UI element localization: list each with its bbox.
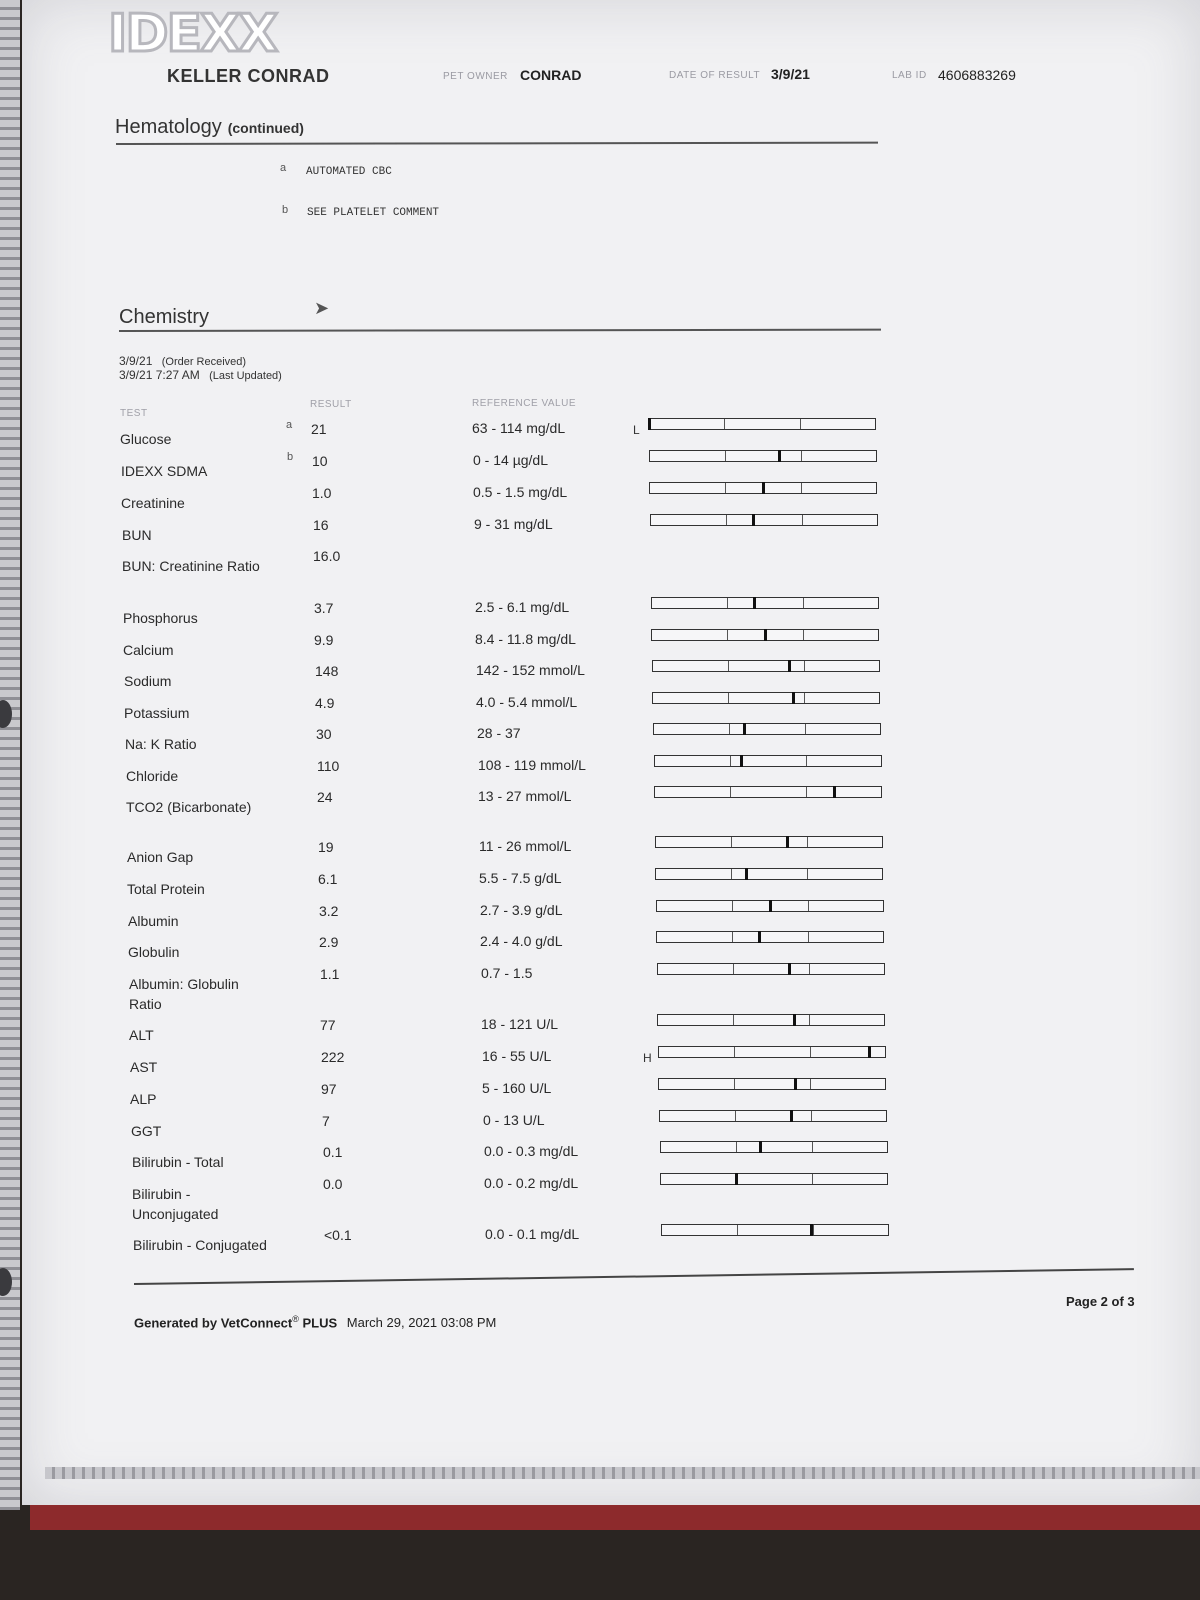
range-bar-divider [732, 901, 733, 911]
reference-range: 142 - 152 mmol/L [476, 662, 585, 678]
result-value: 3.2 [319, 903, 339, 919]
range-bar-divider [731, 869, 732, 879]
test-name: Anion Gap [127, 849, 194, 865]
range-bar [649, 482, 877, 494]
reference-range: 2.4 - 4.0 g/dL [480, 933, 563, 949]
idexx-logo: IDEXX [108, 4, 277, 64]
result-value: 222 [321, 1049, 345, 1065]
test-name: Na: K Ratio [125, 736, 197, 752]
test-name: Albumin [128, 913, 179, 929]
reference-range: 2.5 - 6.1 mg/dL [475, 599, 570, 615]
range-bar [652, 692, 880, 704]
reference-range: 0 - 14 µg/dL [473, 452, 549, 468]
reference-range: 16 - 55 U/L [482, 1048, 552, 1064]
reference-range: 5.5 - 7.5 g/dL [479, 870, 562, 886]
range-bar-divider [810, 1079, 811, 1089]
test-name: Phosphorus [123, 610, 198, 626]
lab-id-label: LAB ID [892, 70, 927, 81]
reference-range: 5 - 160 U/L [482, 1080, 552, 1096]
range-bar-divider [811, 1111, 812, 1121]
range-bar-divider [736, 1142, 737, 1152]
registered-mark: ® [292, 1314, 299, 1324]
chemistry-title: Chemistry [119, 306, 210, 328]
range-bar-divider [737, 1225, 738, 1235]
range-bar-marker [833, 786, 836, 798]
range-bar-marker [758, 931, 761, 943]
range-bar [658, 1046, 886, 1058]
reference-range: 0.0 - 0.3 mg/dL [484, 1143, 579, 1159]
hematology-heading [115, 116, 304, 139]
test-name: Bilirubin - Total [132, 1154, 224, 1170]
last-updated [119, 368, 282, 382]
range-bar [660, 1141, 888, 1153]
received-date: 3/9/21 [119, 354, 153, 368]
range-bar-marker [790, 1110, 793, 1122]
range-bar-divider [804, 693, 805, 703]
range-bar-divider [728, 693, 729, 703]
page-number: Page 2 of 3 [1066, 1294, 1135, 1309]
range-bar-divider [730, 756, 731, 766]
result-value: 16.0 [313, 548, 341, 564]
range-bar [656, 900, 884, 912]
reference-range: 0.5 - 1.5 mg/dL [473, 484, 568, 500]
result-value: 110 [317, 758, 340, 774]
range-bar-marker [810, 1224, 813, 1236]
test-name: ALP [130, 1091, 157, 1107]
test-name: Bilirubin - Conjugated [133, 1237, 267, 1253]
result-value: 77 [320, 1017, 336, 1033]
reference-range: 108 - 119 mmol/L [478, 757, 586, 773]
range-bar-divider [804, 661, 805, 671]
test-name: Albumin: Globulin Ratio [129, 976, 239, 1012]
result-value: 97 [321, 1081, 337, 1097]
range-bar-divider [726, 515, 727, 525]
hematology-title: Hematology [115, 116, 222, 138]
range-bar-divider [808, 901, 809, 911]
range-bar-divider [803, 598, 804, 608]
result-value: 148 [315, 663, 339, 679]
result-value: <0.1 [324, 1227, 352, 1243]
result-value: 4.9 [315, 695, 335, 711]
range-bar [648, 418, 876, 430]
product-suffix: PLUS [302, 1315, 338, 1331]
reference-range: 11 - 26 mmol/L [479, 838, 572, 854]
arrow-icon: ➤ [314, 298, 330, 318]
range-bar [657, 1014, 885, 1026]
range-bar-divider [733, 964, 734, 974]
result-value: 19 [318, 839, 334, 855]
range-bar-divider [727, 598, 728, 608]
test-name: TCO2 (Bicarbonate) [126, 799, 252, 815]
date-label: DATE OF RESULT [669, 70, 761, 81]
result-value: 16 [313, 517, 329, 533]
reference-range: 0.0 - 0.1 mg/dL [485, 1226, 580, 1242]
range-bar-marker [793, 1014, 796, 1026]
reference-range: 28 - 37 [477, 725, 521, 741]
patient-name: KELLER CONRAD [167, 66, 330, 86]
range-bar-marker [769, 900, 772, 912]
range-bar-divider [734, 1047, 735, 1057]
range-bar-divider [731, 837, 732, 847]
range-bar-divider [807, 837, 808, 847]
lab-id: 4606883269 [938, 67, 1016, 83]
range-bar-marker [745, 868, 748, 880]
range-bar-divider [800, 419, 801, 429]
range-bar-marker [752, 514, 755, 526]
range-bar [649, 450, 877, 462]
range-bar-divider [730, 787, 731, 797]
updated-date: 3/9/21 7:27 AM [119, 368, 200, 382]
test-name: Calcium [123, 642, 174, 658]
range-bar-divider [806, 756, 807, 766]
result-value: 24 [317, 789, 333, 805]
col-header-reference: REFERENCE VALUE [472, 398, 577, 409]
range-bar-divider [803, 630, 804, 640]
result-value: 21 [311, 421, 327, 437]
reference-range: 8.4 - 11.8 mg/dL [475, 631, 576, 647]
range-bar [658, 1078, 886, 1090]
range-bar-marker [764, 629, 767, 641]
hematology-subtitle: (continued) [227, 120, 304, 136]
range-bar-divider [733, 1015, 734, 1025]
col-header-result: RESULT [310, 399, 352, 410]
range-bar-marker [788, 660, 791, 672]
range-bar-divider [812, 1174, 813, 1184]
range-bar [655, 868, 883, 880]
range-bar-divider [802, 515, 803, 525]
reference-range: 0.7 - 1.5 [481, 965, 533, 981]
range-bar-marker [786, 836, 789, 848]
range-bar [660, 1173, 888, 1185]
product-name: VetConnect [220, 1315, 293, 1331]
note-text: SEE PLATELET COMMENT [307, 207, 440, 219]
range-bar-divider [725, 451, 726, 461]
reference-range: 63 - 114 mg/dL [472, 420, 566, 436]
range-bar [661, 1224, 889, 1236]
test-name: Creatinine [121, 495, 185, 511]
range-bar-divider [801, 483, 802, 493]
result-value: 3.7 [314, 600, 334, 616]
test-name: BUN: Creatinine Ratio [122, 558, 260, 574]
reference-range: 4.0 - 5.4 mmol/L [476, 694, 578, 710]
range-bar-marker [762, 482, 765, 494]
result-value: 0.1 [323, 1144, 343, 1160]
range-bar-divider [728, 661, 729, 671]
result-value: 1.1 [320, 966, 340, 982]
range-bar-divider [735, 1111, 736, 1121]
reference-range: 0 - 13 U/L [483, 1112, 545, 1128]
generated-by [134, 1314, 496, 1330]
order-received [119, 354, 246, 368]
result-value: 6.1 [318, 871, 338, 887]
owner-label: PET OWNER [443, 71, 508, 82]
range-bar-divider [732, 932, 733, 942]
range-bar [654, 786, 882, 798]
reference-range: 18 - 121 U/L [481, 1016, 559, 1032]
result-note-key: b [287, 451, 294, 463]
range-bar [653, 723, 881, 735]
range-bar-marker [648, 418, 651, 430]
test-name: Sodium [124, 673, 172, 689]
test-name: IDEXX SDMA [121, 463, 208, 479]
note-key: b [282, 204, 289, 216]
range-bar-marker [778, 450, 781, 462]
range-bar-marker [868, 1046, 871, 1058]
range-bar-divider [729, 724, 730, 734]
result-value: 7 [322, 1113, 330, 1129]
result-value: 10 [312, 453, 328, 469]
reference-range: 13 - 27 mmol/L [478, 788, 572, 804]
abnormal-flag: H [643, 1051, 652, 1065]
range-bar-marker [743, 723, 746, 735]
range-bar-divider [805, 724, 806, 734]
test-name: Glucose [120, 431, 172, 447]
reference-range: 9 - 31 mg/dL [474, 516, 553, 532]
test-name: BUN [122, 527, 152, 543]
range-bar [652, 660, 880, 672]
range-bar-marker [740, 755, 743, 767]
sheet-protector-bottom-edge [45, 1467, 1200, 1479]
range-bar [650, 514, 878, 526]
test-name: Bilirubin - Unconjugated [132, 1186, 219, 1222]
result-date: 3/9/21 [771, 66, 810, 82]
range-bar-divider [806, 787, 807, 797]
note-text: AUTOMATED CBC [306, 166, 392, 178]
abnormal-flag: L [633, 423, 640, 437]
range-bar [655, 836, 883, 848]
col-header-test: TEST [120, 408, 148, 419]
result-value: 2.9 [319, 934, 339, 950]
test-name: ALT [129, 1027, 154, 1043]
result-value: 9.9 [314, 632, 334, 648]
reference-range: 0.0 - 0.2 mg/dL [484, 1175, 579, 1191]
test-name: Chloride [126, 768, 179, 784]
range-bar-marker [759, 1141, 762, 1153]
range-bar [654, 755, 882, 767]
range-bar [656, 931, 884, 943]
range-bar-divider [807, 869, 808, 879]
note-key: a [280, 162, 287, 174]
test-name: Globulin [128, 944, 180, 960]
test-name: Potassium [124, 705, 190, 721]
range-bar-divider [801, 451, 802, 461]
range-bar-divider [808, 932, 809, 942]
range-bar-divider [809, 1015, 810, 1025]
range-bar-divider [809, 964, 810, 974]
range-bar-divider [810, 1047, 811, 1057]
range-bar-divider [727, 630, 728, 640]
result-value: 0.0 [323, 1176, 343, 1192]
result-note-key: a [286, 419, 293, 431]
result-value: 1.0 [312, 485, 332, 501]
range-bar [659, 1110, 887, 1122]
range-bar-marker [735, 1173, 738, 1185]
range-bar-divider [812, 1142, 813, 1152]
range-bar [657, 963, 885, 975]
range-bar-marker [753, 597, 756, 609]
range-bar-divider [724, 419, 725, 429]
generated-timestamp: March 29, 2021 03:08 PM [346, 1315, 497, 1331]
test-name: AST [130, 1059, 158, 1075]
range-bar-divider [725, 483, 726, 493]
range-bar-marker [788, 963, 791, 975]
test-name: Total Protein [127, 881, 205, 897]
range-bar [651, 629, 879, 641]
reference-range: 2.7 - 3.9 g/dL [480, 902, 563, 918]
result-value: 30 [316, 726, 332, 742]
range-bar-divider [734, 1079, 735, 1089]
range-bar [651, 597, 879, 609]
received-label: (Order Received) [161, 356, 247, 368]
range-bar-marker [794, 1078, 797, 1090]
range-bar-marker [792, 692, 795, 704]
owner-name: CONRAD [520, 67, 582, 83]
generated-prefix: Generated by [134, 1315, 218, 1331]
updated-label: (Last Updated) [209, 370, 282, 382]
test-name: GGT [131, 1123, 162, 1139]
